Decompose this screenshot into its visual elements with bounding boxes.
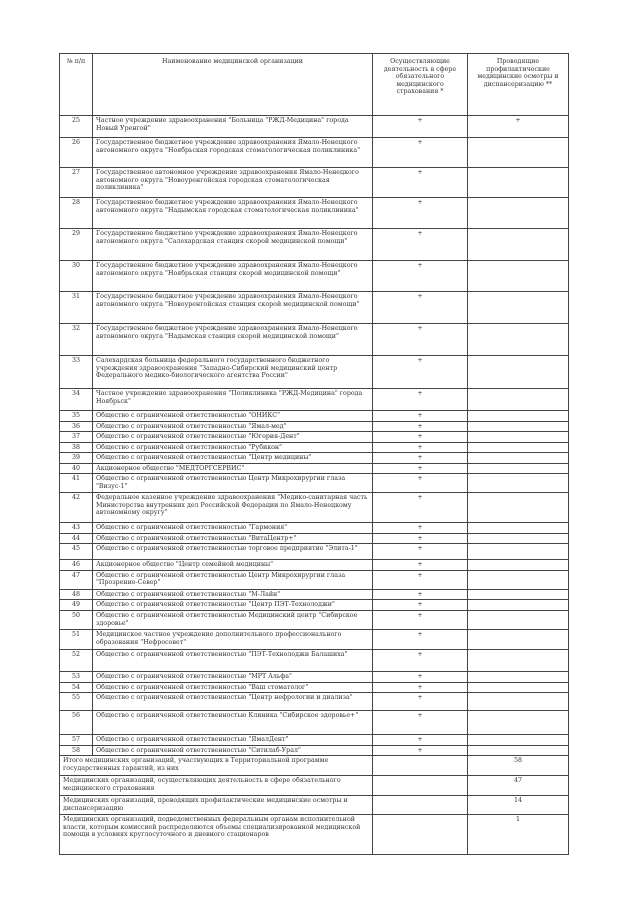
organization-name: Общество с ограниченной ответственностью "Ямал-мед" — [93, 421, 373, 432]
row-number: 46 — [60, 560, 93, 571]
oms-mark: + — [373, 533, 468, 544]
table-row — [60, 560, 569, 571]
organization-name: Государственное автономное учреждение здравоохранения Ямало-Ненецкого автономного округа "Новоуренгойская городская стоматологическая поликлиника" — [93, 168, 373, 198]
row-number: 41 — [60, 474, 93, 493]
oms-mark: + — [373, 650, 468, 672]
organization-name: Акционерное общество "МЕДТОРГСЕРВИС" — [93, 463, 373, 474]
organization-name: Частное учреждение здравоохранения "Больница "РЖД-Медицина" города Новый Уренгой" — [93, 116, 373, 138]
prophylactic-mark — [468, 411, 569, 422]
row-number: 48 — [60, 589, 93, 600]
oms-mark: + — [373, 682, 468, 693]
table-row — [60, 453, 569, 464]
prophylactic-mark — [468, 745, 569, 756]
row-number: 53 — [60, 672, 93, 683]
oms-mark: + — [373, 630, 468, 650]
prophylactic-mark — [468, 630, 569, 650]
organization-name: Общество с ограниченной ответственностью Клиника "Сибирское здоровье+" — [93, 711, 373, 735]
totals-row — [60, 776, 569, 796]
table-row — [60, 442, 569, 453]
table-header-row — [60, 54, 569, 116]
oms-mark: + — [373, 168, 468, 198]
prophylactic-mark — [468, 421, 569, 432]
totals-value: 47 — [468, 776, 569, 796]
organization-name: Общество с ограниченной ответственностью "Ситилаб-Урал" — [93, 745, 373, 756]
prophylactic-mark — [468, 324, 569, 356]
organization-name: Общество с ограниченной ответственностью "Рубикон" — [93, 442, 373, 453]
totals-label: Итого медицинских организаций, участвующих в Территориальной программе государственных гарантий, из них — [60, 756, 373, 776]
totals-value: 14 — [468, 796, 569, 815]
row-number: 27 — [60, 168, 93, 198]
prophylactic-mark — [468, 560, 569, 571]
prophylactic-mark — [468, 432, 569, 443]
prophylactic-mark — [468, 463, 569, 474]
row-number: 36 — [60, 421, 93, 432]
prophylactic-mark — [468, 650, 569, 672]
oms-mark: + — [373, 432, 468, 443]
oms-mark: + — [373, 570, 468, 589]
row-number: 38 — [60, 442, 93, 453]
table-row — [60, 600, 569, 611]
prophylactic-mark — [468, 453, 569, 464]
row-number: 37 — [60, 432, 93, 443]
totals-value: 58 — [468, 756, 569, 776]
table-row — [60, 198, 569, 229]
row-number: 42 — [60, 493, 93, 523]
row-number: 45 — [60, 544, 93, 560]
row-number: 40 — [60, 463, 93, 474]
organization-name: Государственное бюджетное учреждение здравоохранения Ямало-Ненецкого автономного округа "Надымская станция скорой медицинской помощи" — [93, 324, 373, 356]
row-number: 49 — [60, 600, 93, 611]
table-row — [60, 411, 569, 422]
oms-mark: + — [373, 292, 468, 324]
row-number: 58 — [60, 745, 93, 756]
table-row — [60, 356, 569, 389]
table-row — [60, 389, 569, 411]
totals-row — [60, 756, 569, 776]
table-row — [60, 116, 569, 138]
oms-mark: + — [373, 116, 468, 138]
row-number: 34 — [60, 389, 93, 411]
table-row — [60, 229, 569, 261]
oms-mark: + — [373, 523, 468, 534]
row-number: 44 — [60, 533, 93, 544]
prophylactic-mark — [468, 389, 569, 411]
prophylactic-mark — [468, 229, 569, 261]
table-row — [60, 650, 569, 672]
table-row — [60, 711, 569, 735]
table-row — [60, 745, 569, 756]
prophylactic-mark — [468, 693, 569, 711]
organization-name: Общество с ограниченной ответственностью "ПЭТ-Технолоджи Балашиха" — [93, 650, 373, 672]
table-row — [60, 533, 569, 544]
oms-mark: + — [373, 198, 468, 229]
organization-name: Общество с ограниченной ответственностью "ВитаЦентр+" — [93, 533, 373, 544]
organization-name: Общество с ограниченной ответственностью "М-Лайн" — [93, 589, 373, 600]
prophylactic-mark — [468, 493, 569, 523]
row-number: 51 — [60, 630, 93, 650]
table-row — [60, 421, 569, 432]
organization-name: Общество с ограниченной ответственностью "МРТ Альфа" — [93, 672, 373, 683]
prophylactic-mark — [468, 474, 569, 493]
organization-name: Медицинское частное учреждение дополнительного профессионального образования "Нефросовет" — [93, 630, 373, 650]
table-row — [60, 570, 569, 589]
totals-empty-cell — [373, 796, 468, 815]
oms-mark: + — [373, 324, 468, 356]
totals-row — [60, 796, 569, 815]
prophylactic-mark — [468, 168, 569, 198]
prophylactic-mark — [468, 711, 569, 735]
prophylactic-mark — [468, 292, 569, 324]
organization-name: Общество с ограниченной ответственностью "ЯмалДент" — [93, 735, 373, 746]
row-number: 56 — [60, 711, 93, 735]
oms-mark: + — [373, 560, 468, 571]
row-number: 26 — [60, 138, 93, 168]
totals-empty-cell — [373, 815, 468, 855]
prophylactic-mark — [468, 735, 569, 746]
organization-name: Общество с ограниченной ответственностью "Центр нефрологии и диализа" — [93, 693, 373, 711]
oms-mark: + — [373, 411, 468, 422]
row-number: 29 — [60, 229, 93, 261]
organization-name: Частное учреждение здравоохранения "Поликлиника "РЖД-Медицина" города Ноябрьск" — [93, 389, 373, 411]
prophylactic-mark: + — [468, 116, 569, 138]
table-row — [60, 589, 569, 600]
organization-name: Общество с ограниченной ответственностью "Югория-Дент" — [93, 432, 373, 443]
prophylactic-mark — [468, 533, 569, 544]
table-row — [60, 463, 569, 474]
table-row — [60, 735, 569, 746]
row-number: 57 — [60, 735, 93, 746]
organization-name: Общество с ограниченной ответственностью "Центр ПЭТ-Технолоджи" — [93, 600, 373, 611]
oms-mark: + — [373, 356, 468, 389]
organization-name: Общество с ограниченной ответственностью Центр Микрохирургии глаза "Визус-1" — [93, 474, 373, 493]
table-row — [60, 611, 569, 630]
row-number: 55 — [60, 693, 93, 711]
row-number: 32 — [60, 324, 93, 356]
prophylactic-mark — [468, 442, 569, 453]
totals-empty-cell — [373, 776, 468, 796]
table-row — [60, 261, 569, 292]
prophylactic-mark — [468, 589, 569, 600]
row-number: 33 — [60, 356, 93, 389]
table-row — [60, 168, 569, 198]
oms-mark: + — [373, 493, 468, 523]
organization-name: Общество с ограниченной ответственностью "Гармония" — [93, 523, 373, 534]
oms-mark: + — [373, 735, 468, 746]
prophylactic-mark — [468, 611, 569, 630]
row-number: 54 — [60, 682, 93, 693]
organization-name: Федеральное казенное учреждение здравоохранения "Медико-санитарная часть Министерства внутренних дел Российской Федерации по Ямало-Ненецкому автономному округу" — [93, 493, 373, 523]
oms-mark: + — [373, 600, 468, 611]
oms-mark: + — [373, 453, 468, 464]
oms-mark: + — [373, 589, 468, 600]
prophylactic-mark — [468, 682, 569, 693]
table-row — [60, 292, 569, 324]
oms-mark: + — [373, 138, 468, 168]
totals-label: Медицинских организаций, осуществляющих деятельность в сфере обязательного медицинского страхования — [60, 776, 373, 796]
oms-mark: + — [373, 745, 468, 756]
organization-name: Государственное бюджетное учреждение здравоохранения Ямало-Ненецкого автономного округа "Ноябрьская станция скорой медицинской помощи" — [93, 261, 373, 292]
table-row — [60, 682, 569, 693]
oms-mark: + — [373, 389, 468, 411]
totals-row — [60, 815, 569, 855]
header-prophylactic: Проводящие профилактические медицинские осмотры и диспансеризацию ** — [468, 54, 569, 116]
organization-name: Общество с ограниченной ответственностью Центр Микрохирургии глаза "Прозрение-Север" — [93, 570, 373, 589]
oms-mark: + — [373, 463, 468, 474]
row-number: 47 — [60, 570, 93, 589]
oms-mark: + — [373, 711, 468, 735]
oms-mark: + — [373, 611, 468, 630]
header-oms: Осуществляющие деятельность в сфере обязательного медицинского страхования * — [373, 54, 468, 116]
organization-name: Общество с ограниченной ответственностью торговое предприятие "Элита-1" — [93, 544, 373, 560]
row-number: 28 — [60, 198, 93, 229]
row-number: 52 — [60, 650, 93, 672]
prophylactic-mark — [468, 544, 569, 560]
table-row — [60, 493, 569, 523]
oms-mark: + — [373, 442, 468, 453]
row-number: 30 — [60, 261, 93, 292]
row-number: 25 — [60, 116, 93, 138]
oms-mark: + — [373, 229, 468, 261]
row-number: 31 — [60, 292, 93, 324]
table-row — [60, 138, 569, 168]
organization-name: Общество с ограниченной ответственностью "ОНИКС" — [93, 411, 373, 422]
oms-mark: + — [373, 261, 468, 292]
organization-name: Государственное бюджетное учреждение здравоохранения Ямало-Ненецкого автономного округа "Новоуренгойская станция скорой медицинской помощи" — [93, 292, 373, 324]
prophylactic-mark — [468, 198, 569, 229]
oms-mark: + — [373, 544, 468, 560]
oms-mark: + — [373, 672, 468, 683]
header-number: № п/п — [60, 54, 93, 116]
prophylactic-mark — [468, 356, 569, 389]
prophylactic-mark — [468, 523, 569, 534]
organization-name: Государственное бюджетное учреждение здравоохранения Ямало-Ненецкого автономного округа "Надымская городская стоматологическая поликлиника" — [93, 198, 373, 229]
organization-name: Общество с ограниченной ответственностью Медицинский центр "Сибирское здоровье" — [93, 611, 373, 630]
table-row — [60, 474, 569, 493]
organizations-table — [59, 53, 569, 855]
prophylactic-mark — [468, 600, 569, 611]
table-row — [60, 324, 569, 356]
table-body — [60, 116, 569, 756]
organization-name: Акционерное общество "Центр семейной медицины" — [93, 560, 373, 571]
totals-body — [60, 756, 569, 855]
table-row — [60, 523, 569, 534]
organization-name: Общество с ограниченной ответственностью "Центр медицины" — [93, 453, 373, 464]
oms-mark: + — [373, 474, 468, 493]
table-row — [60, 432, 569, 443]
prophylactic-mark — [468, 672, 569, 683]
prophylactic-mark — [468, 570, 569, 589]
prophylactic-mark — [468, 261, 569, 292]
organization-name: Салехардская больница федерального государственного бюджетного учреждения здравоохранения "Западно-Сибирский медицинский центр Федерального медико-биологического агентства России" — [93, 356, 373, 389]
table-row — [60, 544, 569, 560]
totals-value: 1 — [468, 815, 569, 855]
prophylactic-mark — [468, 138, 569, 168]
organization-name: Общество с ограниченной ответственностью "Ваш стоматолог" — [93, 682, 373, 693]
totals-empty-cell — [373, 756, 468, 776]
organization-name: Государственное бюджетное учреждение здравоохранения Ямало-Ненецкого автономного округа "Салехардская станция скорой медицинской помощи" — [93, 229, 373, 261]
table-row — [60, 630, 569, 650]
row-number: 43 — [60, 523, 93, 534]
table-row — [60, 672, 569, 683]
table-row — [60, 693, 569, 711]
row-number: 50 — [60, 611, 93, 630]
header-organization-name: Наименование медицинской организации — [93, 54, 373, 116]
oms-mark: + — [373, 693, 468, 711]
totals-label: Медицинских организаций, подведомственных федеральным органам исполнительной власти, которым комиссией распределяются объемы специализированной медицинской помощи в условиях круглосуточного и дневного стационаров — [60, 815, 373, 855]
row-number: 35 — [60, 411, 93, 422]
oms-mark: + — [373, 421, 468, 432]
totals-label: Медицинских организаций, проводящих профилактические медицинские осмотры и диспансеризацию — [60, 796, 373, 815]
organization-name: Государственное бюджетное учреждение здравоохранения Ямало-Ненецкого автономного округа "Ноябрьская городская стоматологическая поликлиника" — [93, 138, 373, 168]
row-number: 39 — [60, 453, 93, 464]
